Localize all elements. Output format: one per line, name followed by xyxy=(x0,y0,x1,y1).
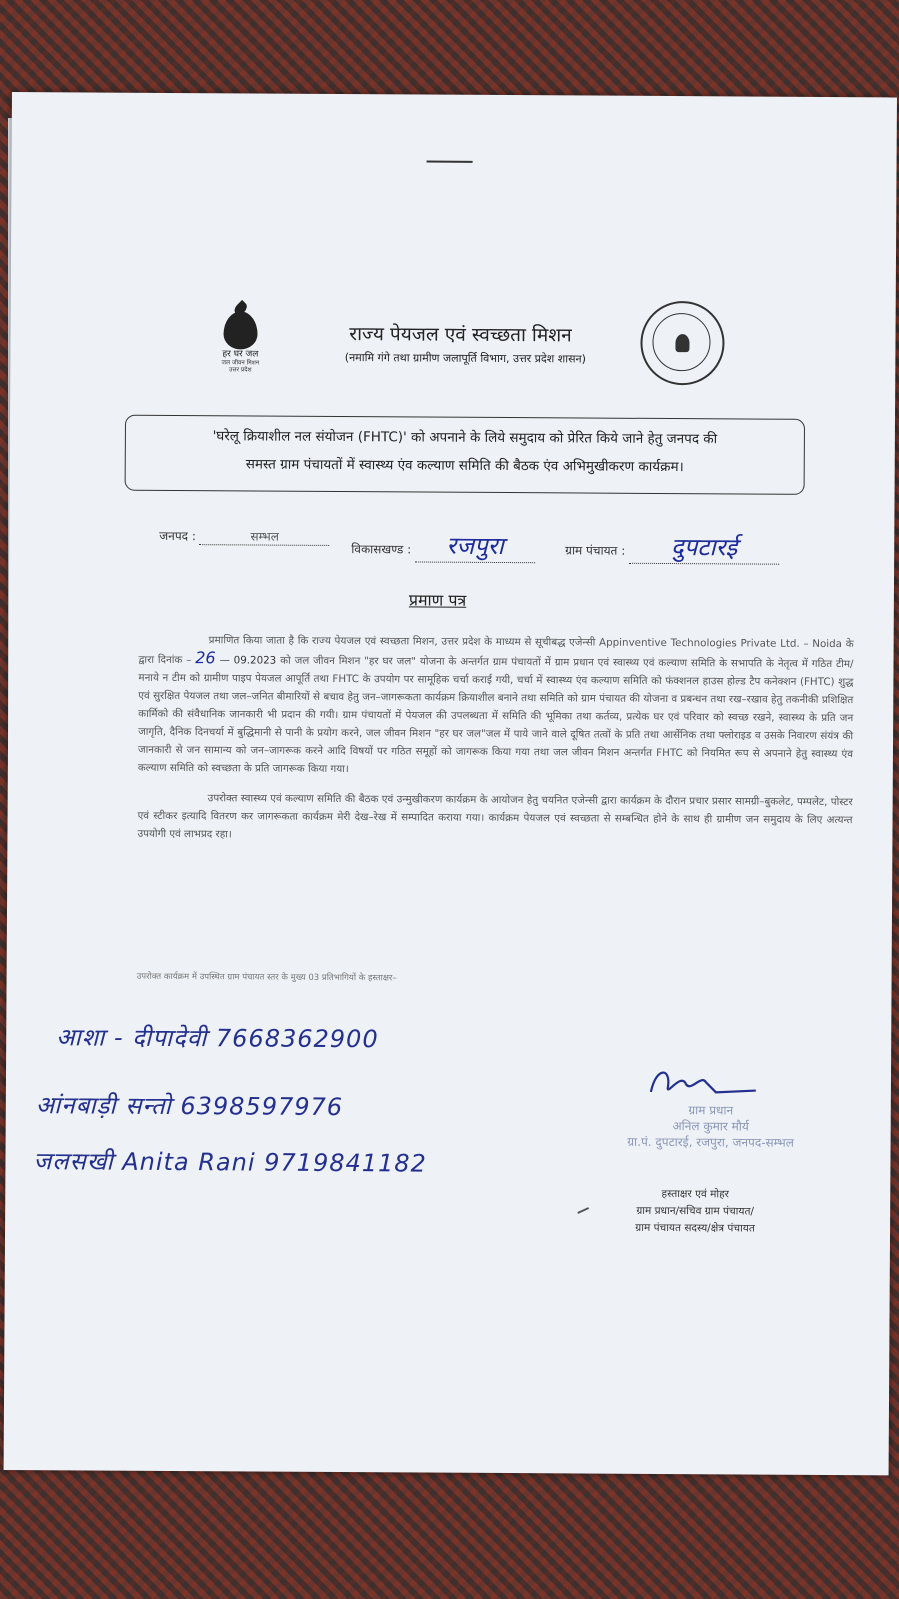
sign-label-3: ग्राम पंचायत सदस्य/क्षेत्र पंचायत xyxy=(635,1221,755,1235)
panchayat-field xyxy=(565,529,779,564)
panchayat-value: दुपटारई xyxy=(629,530,779,565)
pradhan-signature xyxy=(646,1062,756,1103)
up-government-seal-icon xyxy=(640,301,725,386)
district-field xyxy=(159,527,330,546)
jalsakhi-signature-line: जलसखी Anita Rani 9719841182 xyxy=(33,1147,427,1178)
tick-mark xyxy=(577,1207,589,1214)
panchayat-label: ग्राम पंचायत : xyxy=(565,543,626,558)
mission-title: राज्य पेयजल एवं स्वच्छता मिशन xyxy=(349,323,572,347)
logo-text-1: हर घर जल xyxy=(222,349,259,360)
asha-signature-line: आशा - दीपादेवी 7668362900 xyxy=(56,1023,379,1054)
district-value: सम्भल xyxy=(200,527,330,546)
mission-subtitle: (नमामि गंगे तथा ग्रामीण जलापूर्ति विभाग, उत्तर प्रदेश शासन) xyxy=(344,351,586,366)
certificate-paragraph-2: उपरोक्त स्वास्थ्य एवं कल्याण समिति की बैठक एवं उन्मुखीकरण कार्यक्रम के आयोजन हेतु चयनित एजेन्सी द्वारा कार्यक्रम के दौरान प्रचार प्रसार सामग्री–बुकलेट, पम्पलेट, पोस्टर एवं स्टीकर इत्यादि वितरण कर जागरूकता कार्यक्रम मेरी देख–रेख में सम्पादित कराया गया। कार्यक्रम पेयजल एवं स्वच्छता से सम्बन्धित होने के साथ ही ग्रामीण जन समुदाय के लिए अत्यन्त उपयोगी एवं लाभप्रद रहा। xyxy=(137,792,853,841)
handwritten-date-day: 26 xyxy=(195,648,216,668)
logo-text-3: उत्तर प्रदेश xyxy=(229,366,252,374)
block-label: विकासखण्ड : xyxy=(351,542,412,557)
certificate-body xyxy=(137,631,853,859)
sign-label-1: हस्ताक्षर एवं मोहर xyxy=(661,1187,730,1201)
stamp-line-2: अनिल कुमार मौर्य xyxy=(672,1119,749,1134)
program-notice-box xyxy=(125,415,805,495)
certificate-title: प्रमाण पत्र xyxy=(408,590,467,610)
para1-body: को जल जीवन मिशन "हर घर जल" योजना के अन्तर्गत ग्राम पंचायतों में ग्राम प्रधान एवं स्वास्थ्य एवं कल्याण समिति के सभापति के नेतृत्व में गठित टीम/मनाये न टीम को ग्रामीण पाइप पेयजल आपूर्ति तथा FHTC के उपयोग पर सामूहिक चर्चा कराई गयी, चर्चा में स्वास्थ्य एंव कल्याण समिति को फंक्शनल हाउस होल्ड टैप कनेक्शन (FHTC) शुद्ध एवं सुरक्षित पेयजल तथा जल–जनित बीमारियों से बचाव हेतु जन–जागरूकता कार्यक्रम क्रियाशील बनाने तथा समिति को ग्राम पंचायत की योजना व प्रबन्धन तथा रख–रखाव हेतु तकनीकी प्रशिक्षित कार्मिको की संवैधानिक जानकारी भी प्रदान की गयी। ग्राम पंचायतों में पेयजल की उपलब्धता में समिति की भूमिका तथा कर्तव्य, प्रत्येक घर एवं परिवार को स्वच्छ रखने, स्वास्थ्य के प्रति जन जागृति, दैनिक दिनचर्या में बुद्धिमानी से पानी के प्रयोग करने, जल जीवन मिशन "हर घर जल"जल में पाये जाने वाले दूषित तत्वों के प्रति तथा आर्सेनिक तथा फ्लोराइड व उसके निवारण संयंत्र की जानकारी से जन सामान्य को जन–जागरूक करने आदि विषयों पर गठित समूहों को जागरूक किया गया तथा जल जीवन मिशन अन्तर्गत FHTC को नियमित रूप से अपनाने हेतु स्वास्थ्य एंव कल्याण समिति को स्वच्छता के प्रति जागरूक किया गया। xyxy=(137,654,854,776)
notice-line-1: 'घरेलू क्रियाशील नल संयोजन (FHTC)' को अपनाने के लिये समुदाय को प्रेरित किये जाने हेतु जनपद की xyxy=(212,428,718,448)
sign-label-2: ग्राम प्रधान/सचिव ग्राम पंचायत/ xyxy=(636,1204,755,1218)
signature-designation xyxy=(590,1186,800,1238)
district-label: जनपद : xyxy=(159,528,196,544)
notice-line-2: समस्त ग्राम पंचायतों में स्वास्थ्य एंव कल्याण समिति की बैठक एंव अभिमुखीकरण कार्यक्रम। xyxy=(245,456,684,476)
participants-note: उपरोक्त कार्यक्रम में उपस्थित ग्राम पंचायत स्तर के मुख्य 03 प्रतिभागियों के हस्ताक्षर– xyxy=(136,971,397,984)
pradhan-stamp xyxy=(616,1102,806,1151)
logo-text-2: जल जीवन मिशन xyxy=(221,359,260,367)
para1-intro: प्रमाणित किया जाता है कि राज्य पेयजल एवं स्वच्छता मिशन, उत्तर प्रदेश के माध्यम से सूचीबद्ध एजेन्सी Appinventive Technologies Private Ltd. – Noida के द्वारा दिनांक – xyxy=(138,634,854,667)
block-field xyxy=(351,528,535,563)
jal-jeevan-mission-logo xyxy=(205,311,275,381)
anganwadi-signature-line: आंनबाड़ी सन्तो 6398597976 xyxy=(35,1091,344,1122)
water-drop-icon xyxy=(223,311,257,349)
top-dash-mark xyxy=(427,161,473,163)
stamp-line-3: ग्रा.पं. दुपटारई, रजपुरा, जनपद-सम्भल xyxy=(627,1134,794,1150)
certificate-paragraph-1: प्रमाणित किया जाता है कि राज्य पेयजल एवं स्वच्छता मिशन, उत्तर प्रदेश के माध्यम से सूचीबद्ध एजेन्सी Appinventive Technologies Private Ltd. – Noida के द्वारा दिनांक – 26 — 09.2023 को जल जीवन मिशन "हर घर जल" योजना के अन्तर्गत ग्राम पंचायतों में ग्राम प्रधान एवं स्वास्थ्य एवं कल्याण समिति के सभापति के नेतृत्व में गठित टीम/मनाये न टीम को ग्रामीण पाइप पेयजल आपूर्ति तथा FHTC के उपयोग पर सामूहिक चर्चा कराई गयी, चर्चा में स्वास्थ्य एंव कल्याण समिति को फंक्शनल हाउस होल्ड टैप कनेक्शन (FHTC) शुद्ध एवं सुरक्षित पेयजल तथा जल–जनित बीमारियों से बचाव हेतु जन–जागरूकता कार्यक्रम क्रियाशील बनाने तथा समिति को ग्राम पंचायत की योजना व प्रबन्धन तथा रख–रखाव हेतु तकनीकी प्रशिक्षित कार्मिको की संवैधानिक जानकारी भी प्रदान की गयी। ग्राम पंचायतों में पेयजल की उपलब्धता में समिति की भूमिका तथा कर्तव्य, प्रत्येक घर एवं परिवार को स्वच्छ रखने, स्वास्थ्य के प्रति जन जागृति, दैनिक दिनचर्या में बुद्धिमानी से पानी के प्रयोग करने, जल जीवन मिशन "हर घर जल"जल में पाये जाने वाले दूषित तत्वों के प्रति तथा आर्सेनिक तथा फ्लोराइड व उसके निवारण संयंत्र की जानकारी से जन सामान्य को जन–जागरूक करने आदि विषयों पर गठित समूहों को जागरूक किया गया तथा जल जीवन मिशन अन्तर्गत FHTC को नियमित रूप से अपनाने हेतु स्वास्थ्य एंव कल्याण समिति को स्वच्छता के प्रति जागरूक किया गया। xyxy=(137,634,854,776)
block-value: रजपुरा xyxy=(415,528,535,563)
stamp-line-1: ग्राम प्रधान xyxy=(688,1103,734,1118)
certificate-page xyxy=(4,92,897,1475)
date-month-year: 09.2023 xyxy=(233,654,277,667)
